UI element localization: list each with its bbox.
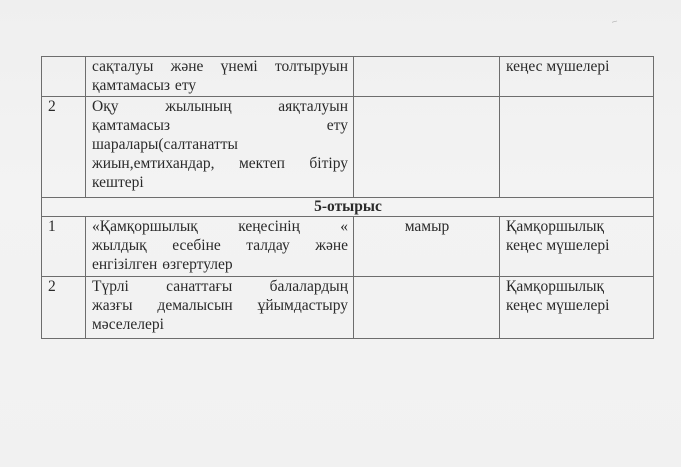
event-text-line: сақталуы және үнемі толтыруын (92, 58, 348, 75)
session-header-row (42, 198, 654, 217)
pen-mark: – (610, 15, 619, 28)
date-cell: мамыр (354, 217, 500, 277)
responsible-text-line: Қамқоршылық (506, 278, 605, 295)
responsible-cell (500, 217, 654, 277)
event-text-line: мәселелері (92, 316, 164, 333)
event-text-line: жылдық есебіне талдау және (92, 237, 348, 254)
table-row (42, 57, 654, 97)
responsible-text-line: кеңес мүшелері (506, 237, 610, 254)
event-text-line: шаралары(салтанатты (92, 136, 238, 153)
row-number: 2 (42, 277, 86, 339)
event-text-line: жиын,емтихандар, мектеп бітіру (92, 155, 348, 172)
responsible-text-line: Қамқоршылық (506, 218, 605, 235)
plan-table (41, 56, 654, 339)
event-text-line: Оқу жылының аяқталуын (92, 98, 348, 115)
event-text-line: енгізілген өзгертулер (92, 256, 233, 273)
event-cell (86, 97, 354, 198)
responsible-cell (500, 57, 654, 97)
row-number: 1 (42, 217, 86, 277)
date-cell (354, 57, 500, 97)
table-row (42, 277, 654, 339)
row-number (42, 57, 86, 97)
event-cell (86, 277, 354, 339)
responsible-cell (500, 277, 654, 339)
event-text-line: кештері (92, 174, 144, 191)
responsible-cell (500, 97, 654, 198)
date-cell (354, 277, 500, 339)
responsible-text-line: кеңес мүшелері (506, 58, 610, 75)
table-row (42, 97, 654, 198)
row-number: 2 (42, 97, 86, 198)
event-text-line: жазғы демалысын ұйымдастыру (92, 297, 348, 314)
date-cell (354, 97, 500, 198)
event-text-line: Түрлі санаттағы балалардың (92, 278, 348, 295)
session-title: 5-отырыс (42, 198, 654, 217)
event-text-line: қамтамасыз ету (92, 117, 348, 134)
table-row (42, 217, 654, 277)
event-cell (86, 217, 354, 277)
event-text-line: қамтамасыз ету (92, 77, 197, 94)
event-text-line: «Қамқоршылық кеңесінің « (92, 218, 348, 235)
event-cell (86, 57, 354, 97)
responsible-text-line: кеңес мүшелері (506, 297, 610, 314)
